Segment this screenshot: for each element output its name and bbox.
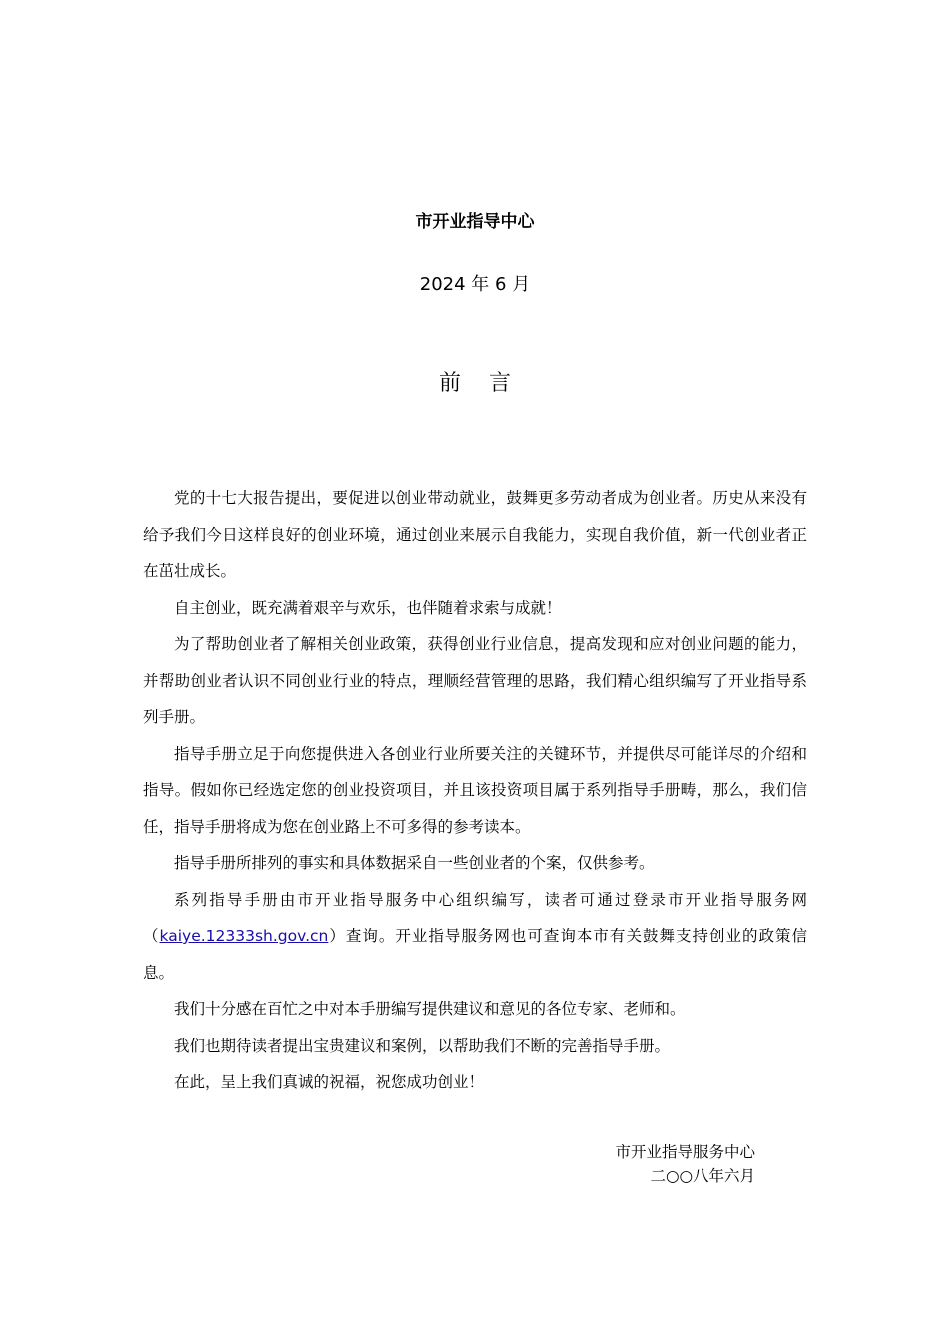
paragraph-5: 指导手册所排列的事实和具体数据采自一些创业者的个案，仅供参考。	[174, 854, 655, 872]
preface-body	[143, 480, 807, 1101]
paragraph-1: 党的十七大报告提出，要促进以创业带动就业，鼓舞更多劳动者成为创业者。历史从来没有给予我们今日这样良好的创业环境，通过创业来展示自我能力，实现自我价值，新一代创业者正在茁壮成长。	[143, 489, 807, 580]
paragraph-9: 在此，呈上我们真诚的祝福，祝您成功创业！	[174, 1073, 485, 1091]
paragraph-8: 我们也期待读者提出宝贵建议和案例，以帮助我们不断的完善指导手册。	[174, 1036, 671, 1055]
signature-date: 二○○八年六月	[650, 1167, 755, 1185]
paragraph-4: 指导手册立足于向您提供进入各创业行业所要关注的关键环节，并提供尽可能详尽的介绍和指导。假如你已经选定您的创业投资项目，并且该投资项目属于系列指导手册畴，那么，我们信任，指导手册将成为您在创业路上不可多得的参考读本。	[143, 744, 807, 836]
paragraph-7: 我们十分感在百忙之中对本手册编写提供建议和意见的各位专家、老师和。	[174, 1000, 686, 1018]
paragraph-2: 自主创业，既充满着艰辛与欢乐，也伴随着求索与成就！	[174, 598, 562, 617]
website-link[interactable]: kaiye.12333sh.gov.cn	[159, 927, 329, 945]
link-paragraph-before: 系列指导手册由市开业指导服务中心组织编写，读者可通过登录市开业指导服务网（	[143, 890, 807, 945]
organization-title: 市开业指导中心	[415, 212, 535, 232]
signature-organization: 市开业指导服务中心	[615, 1143, 755, 1161]
preface-heading: 前言	[438, 371, 539, 396]
paragraph-6-with-link	[143, 882, 807, 992]
paragraph-3: 为了帮助创业者了解相关创业政策，获得创业行业信息，提高发现和应对创业问题的能力，并帮助创业者认识不同创业行业的特点，理顺经营管理的思路，我们精心组织编写了开业指导系列手册。	[143, 635, 807, 726]
signature-block	[560, 1140, 755, 1188]
publication-date: 2024 年 6 月	[419, 274, 531, 295]
link-paragraph-after: ）查询。开业指导服务网也可查询本市有关鼓舞支持创业的政策信息。	[143, 927, 807, 982]
